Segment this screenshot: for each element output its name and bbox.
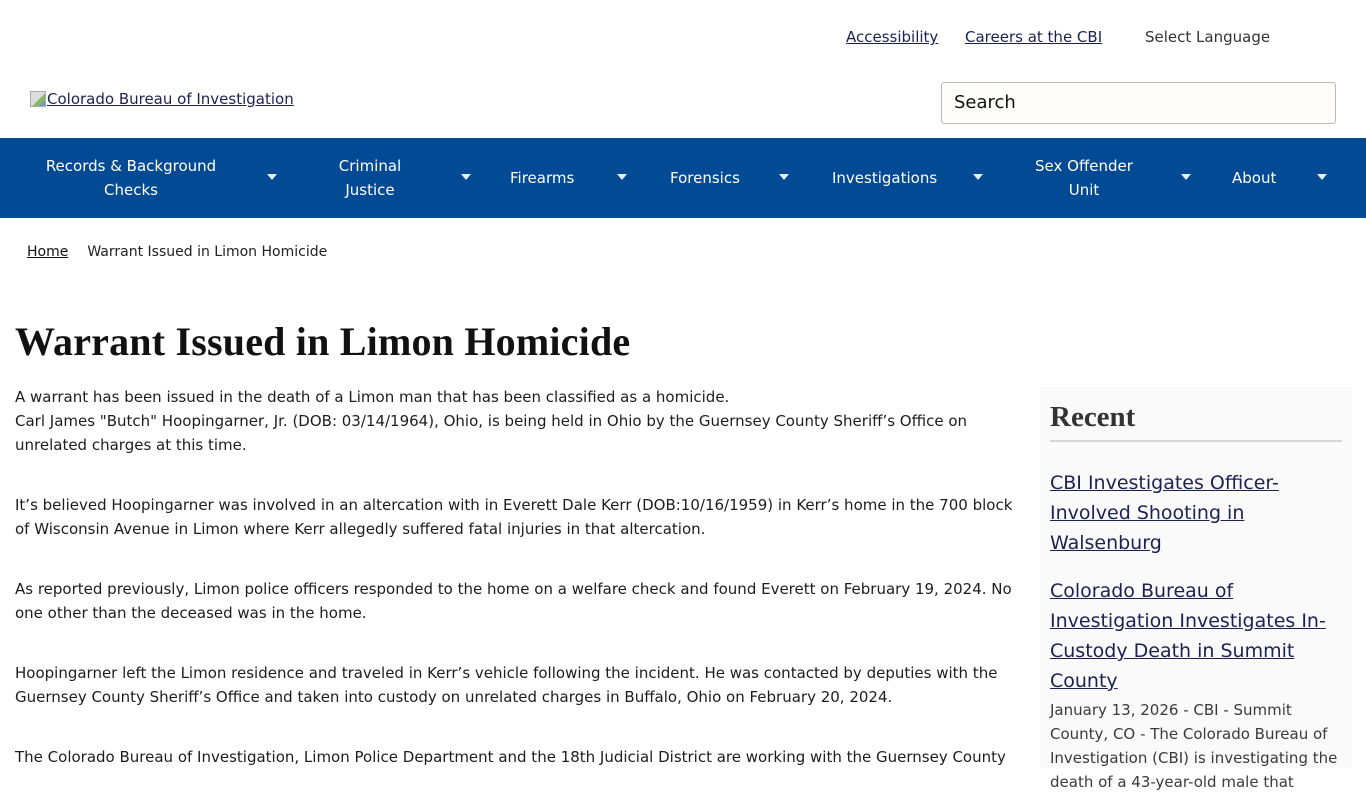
nav-item-forensics[interactable] [670, 138, 740, 218]
nav-item-investigations[interactable] [832, 138, 936, 218]
nav-label: Investigations [832, 169, 938, 187]
search-input[interactable]: Search [941, 82, 1336, 124]
caret-down-icon[interactable] [779, 174, 789, 180]
caret-down-icon[interactable] [267, 174, 277, 180]
nav-item-records[interactable] [38, 138, 224, 218]
breadcrumb-current: Warrant Issued in Limon Homicide [87, 244, 328, 260]
nav-item-sex-offender-unit[interactable] [1030, 138, 1138, 218]
article-paragraph: The Colorado Bureau of Investigation, Limon Police Department and the 18th Judicial District are working with the Guernsey County [15, 748, 1006, 766]
breadcrumb [27, 244, 327, 260]
caret-down-icon[interactable] [461, 174, 471, 180]
article-body [15, 385, 1015, 805]
logo-link[interactable] [30, 90, 294, 108]
broken-image-icon [30, 91, 46, 107]
sidebar-heading: Recent [1050, 401, 1342, 442]
logo-alt-text: Colorado Bureau of Investigation [47, 90, 294, 108]
main-nav [0, 138, 1366, 218]
nav-label: Firearms [510, 169, 575, 187]
nav-item-firearms[interactable] [510, 138, 578, 218]
nav-label: Sex Offender Unit [1035, 157, 1133, 199]
nav-item-criminal-justice[interactable] [330, 138, 410, 218]
recent-item-link[interactable]: Colorado Bureau of Investigation Investigates In-Custody Death in Summit County [1050, 580, 1326, 692]
recent-item [1050, 576, 1342, 794]
caret-down-icon[interactable] [1181, 174, 1191, 180]
caret-down-icon[interactable] [1317, 174, 1327, 180]
careers-link[interactable]: Careers at the CBI [965, 28, 1103, 46]
recent-item [1050, 468, 1342, 558]
article-paragraph: It’s believed Hoopingarner was involved in an altercation with in Everett Dale Kerr (DOB:10/16/1959) in Kerr’s home in the 700 block of Wisconsin Avenue in Limon where Kerr allegedly suffered fatal injuries in that altercation. [15, 496, 1013, 538]
recent-item-summary: January 13, 2026 - CBI - Summit County, CO - The Colorado Bureau of Investigation (CBI) is investigating the death of a 43-year-old male that [1050, 701, 1338, 791]
language-selector[interactable]: Select Language [1145, 28, 1271, 46]
nav-label: Criminal Justice [338, 157, 402, 199]
nav-item-about[interactable] [1232, 138, 1278, 218]
caret-down-icon[interactable] [973, 174, 983, 180]
accessibility-link[interactable]: Accessibility [846, 28, 939, 46]
article-paragraph: Carl James "Butch" Hoopingarner, Jr. (DOB: 03/14/1964), Ohio, is being held in Ohio by the Guernsey County Sheriff’s Office on unrelated charges at this time. [15, 412, 968, 454]
utility-bar [0, 28, 1366, 50]
breadcrumb-home-link[interactable]: Home [27, 244, 69, 260]
page-title: Warrant Issued in Limon Homicide [15, 319, 631, 364]
nav-label: Records & Background Checks [45, 157, 217, 199]
article-paragraph: A warrant has been issued in the death of a Limon man that has been classified as a homicide. [15, 388, 730, 406]
article-paragraph: As reported previously, Limon police officers responded to the home on a welfare check and found Everett on February 19, 2024. No one other than the deceased was in the home. [15, 580, 1012, 622]
caret-down-icon[interactable] [617, 174, 627, 180]
recent-item-link[interactable]: CBI Investigates Officer-Involved Shooting in Walsenburg [1050, 472, 1279, 554]
article-paragraph: Hoopingarner left the Limon residence and traveled in Kerr’s vehicle following the incident. He was contacted by deputies with the Guernsey County Sheriff’s Office and taken into custody on unrelated charges in Buffalo, Ohio on February 20, 2024. [15, 664, 998, 706]
nav-label: About [1232, 169, 1277, 187]
recent-sidebar [1040, 387, 1352, 791]
nav-label: Forensics [670, 169, 740, 187]
